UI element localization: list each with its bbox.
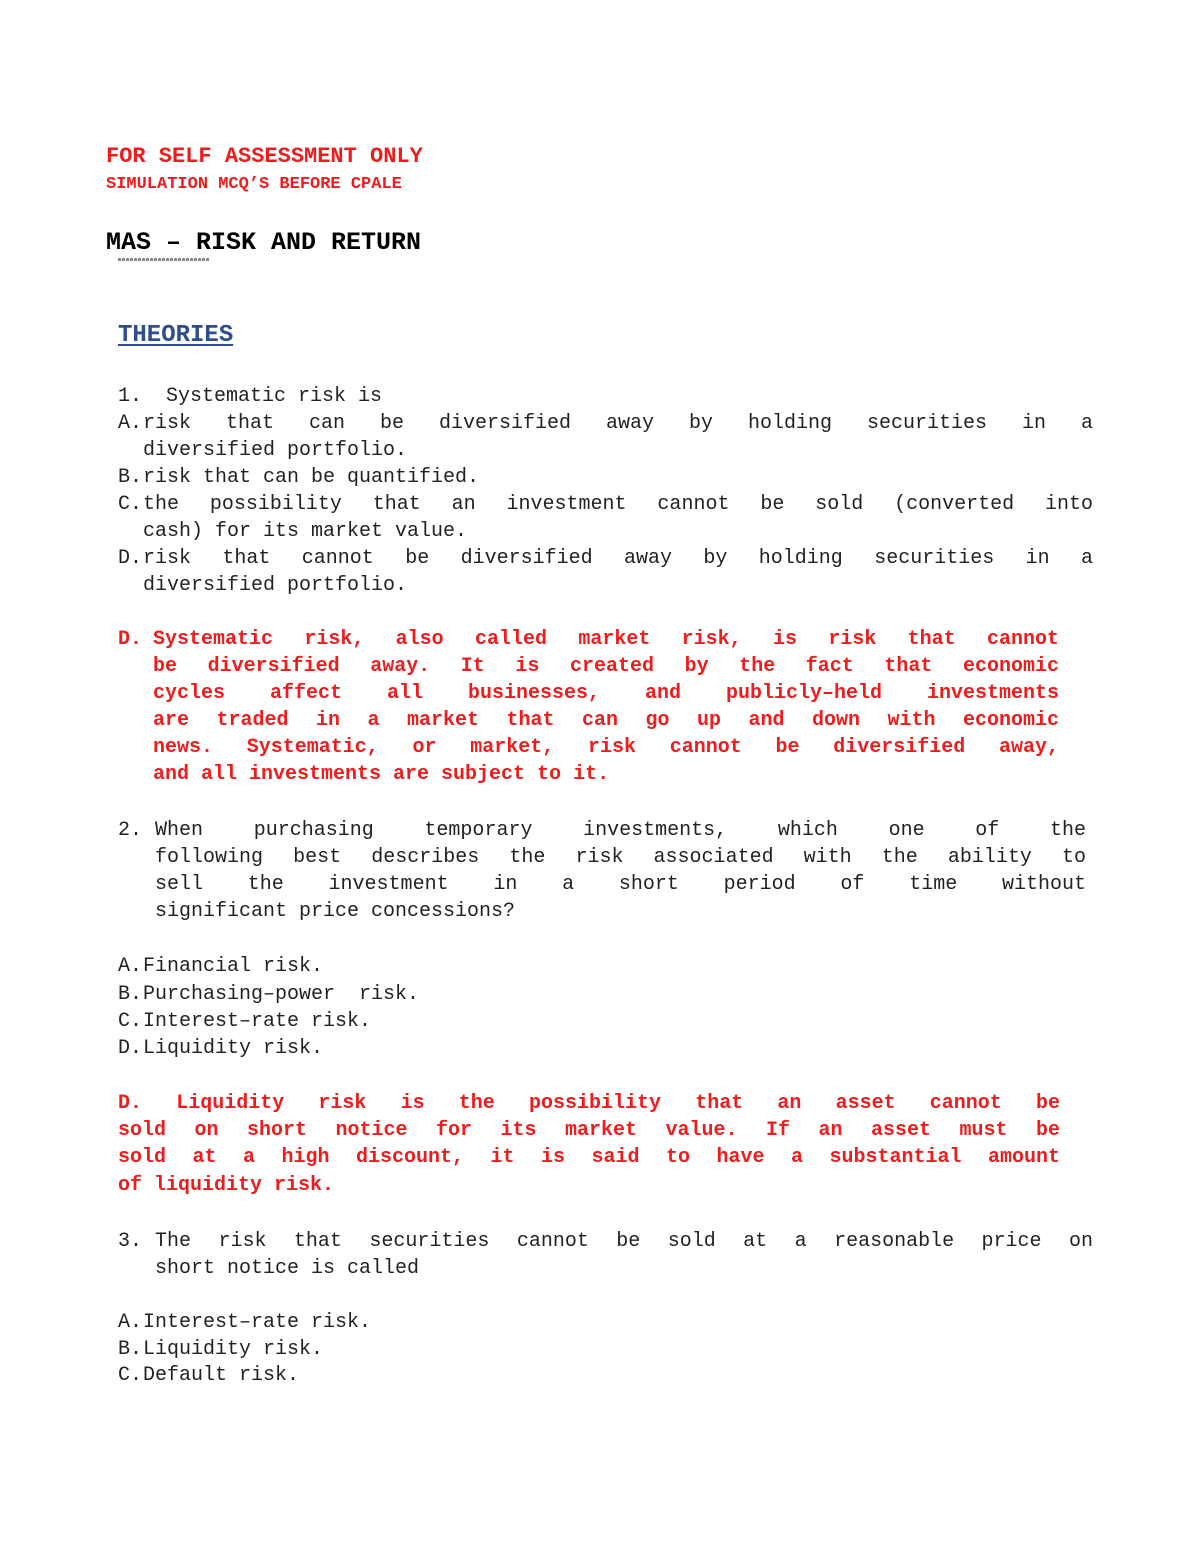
q2-option-b: Purchasing–power risk.	[143, 983, 420, 1006]
q2-answer-line1: D. Liquidity risk is the possibility that an asset cannot be	[118, 1092, 1060, 1115]
q2-option-d-letter: D.	[118, 1037, 143, 1060]
q2-stem-line3: sell the investment in a short period of time without	[155, 873, 1086, 896]
q1-option-b: risk that can be quantified.	[143, 466, 480, 489]
q1-answer-line5: news. Systematic, or market, risk cannot be diversified away,	[153, 736, 1059, 759]
q2-answer-line4: of liquidity risk.	[118, 1174, 335, 1197]
q3-option-c: Default risk.	[143, 1364, 300, 1387]
q3-option-a: Interest–rate risk.	[143, 1311, 372, 1334]
q3-option-b: Liquidity risk.	[143, 1338, 324, 1361]
q1-answer-line3: cycles affect all businesses, and publicly–held investments	[153, 682, 1059, 705]
subtitle-mark	[118, 258, 210, 261]
q1-answer-letter: D.	[118, 628, 143, 651]
q1-option-b-letter: B.	[118, 466, 143, 489]
q1-answer-line1: Systematic risk, also called market risk, is risk that cannot	[153, 628, 1059, 651]
q3-option-a-letter: A.	[118, 1311, 143, 1334]
q2-option-c-letter: C.	[118, 1010, 143, 1033]
q1-option-a-line2: diversified portfolio.	[143, 439, 408, 462]
q2-option-c: Interest–rate risk.	[143, 1010, 372, 1033]
q1-option-a-letter: A.	[118, 412, 143, 435]
q2-option-a: Financial risk.	[143, 955, 324, 978]
q2-stem-line4: significant price concessions?	[155, 900, 516, 923]
q3-stem-line1: The risk that securities cannot be sold at a reasonable price on	[155, 1230, 1093, 1253]
q1-option-c-line1: the possibility that an investment cannot be sold (converted into	[143, 493, 1093, 516]
q2-option-b-letter: B.	[118, 983, 143, 1006]
q3-stem-line2: short notice is called	[155, 1257, 420, 1280]
page-title: MAS – RISK AND RETURN	[106, 228, 422, 257]
q1-option-d-line2: diversified portfolio.	[143, 574, 408, 597]
q1-option-d-letter: D.	[118, 547, 143, 570]
q2-option-d: Liquidity risk.	[143, 1037, 324, 1060]
q2-stem-line2: following best describes the risk associated with the ability to	[155, 846, 1086, 869]
q1-answer-line6: and all investments are subject to it.	[153, 763, 610, 786]
section-heading: THEORIES	[118, 322, 234, 349]
q2-answer-line3: sold at a high discount, it is said to have a substantial amount	[118, 1146, 1060, 1169]
q1-option-c-line2: cash) for its market value.	[143, 520, 468, 543]
q1-answer-line2: be diversified away. It is created by the fact that economic	[153, 655, 1059, 678]
q1-stem: 1. Systematic risk is	[118, 385, 383, 408]
q1-option-d-line1: risk that cannot be diversified away by holding securities in a	[143, 547, 1093, 570]
header-self-assessment: FOR SELF ASSESSMENT ONLY	[106, 144, 423, 169]
q1-option-c-letter: C.	[118, 493, 143, 516]
q2-option-a-letter: A.	[118, 955, 143, 978]
q1-option-a-line1: risk that can be diversified away by holding securities in a	[143, 412, 1093, 435]
q2-number: 2.	[118, 819, 143, 842]
q3-option-b-letter: B.	[118, 1338, 143, 1361]
header-simulation: SIMULATION MCQ’S BEFORE CPALE	[106, 175, 402, 194]
q3-option-c-letter: C.	[118, 1364, 143, 1387]
q2-answer-line2: sold on short notice for its market value. If an asset must be	[118, 1119, 1060, 1142]
q1-answer-line4: are traded in a market that can go up and down with economic	[153, 709, 1059, 732]
q2-stem-line1: When purchasing temporary investments, which one of the	[155, 819, 1086, 842]
q3-number: 3.	[118, 1230, 143, 1253]
